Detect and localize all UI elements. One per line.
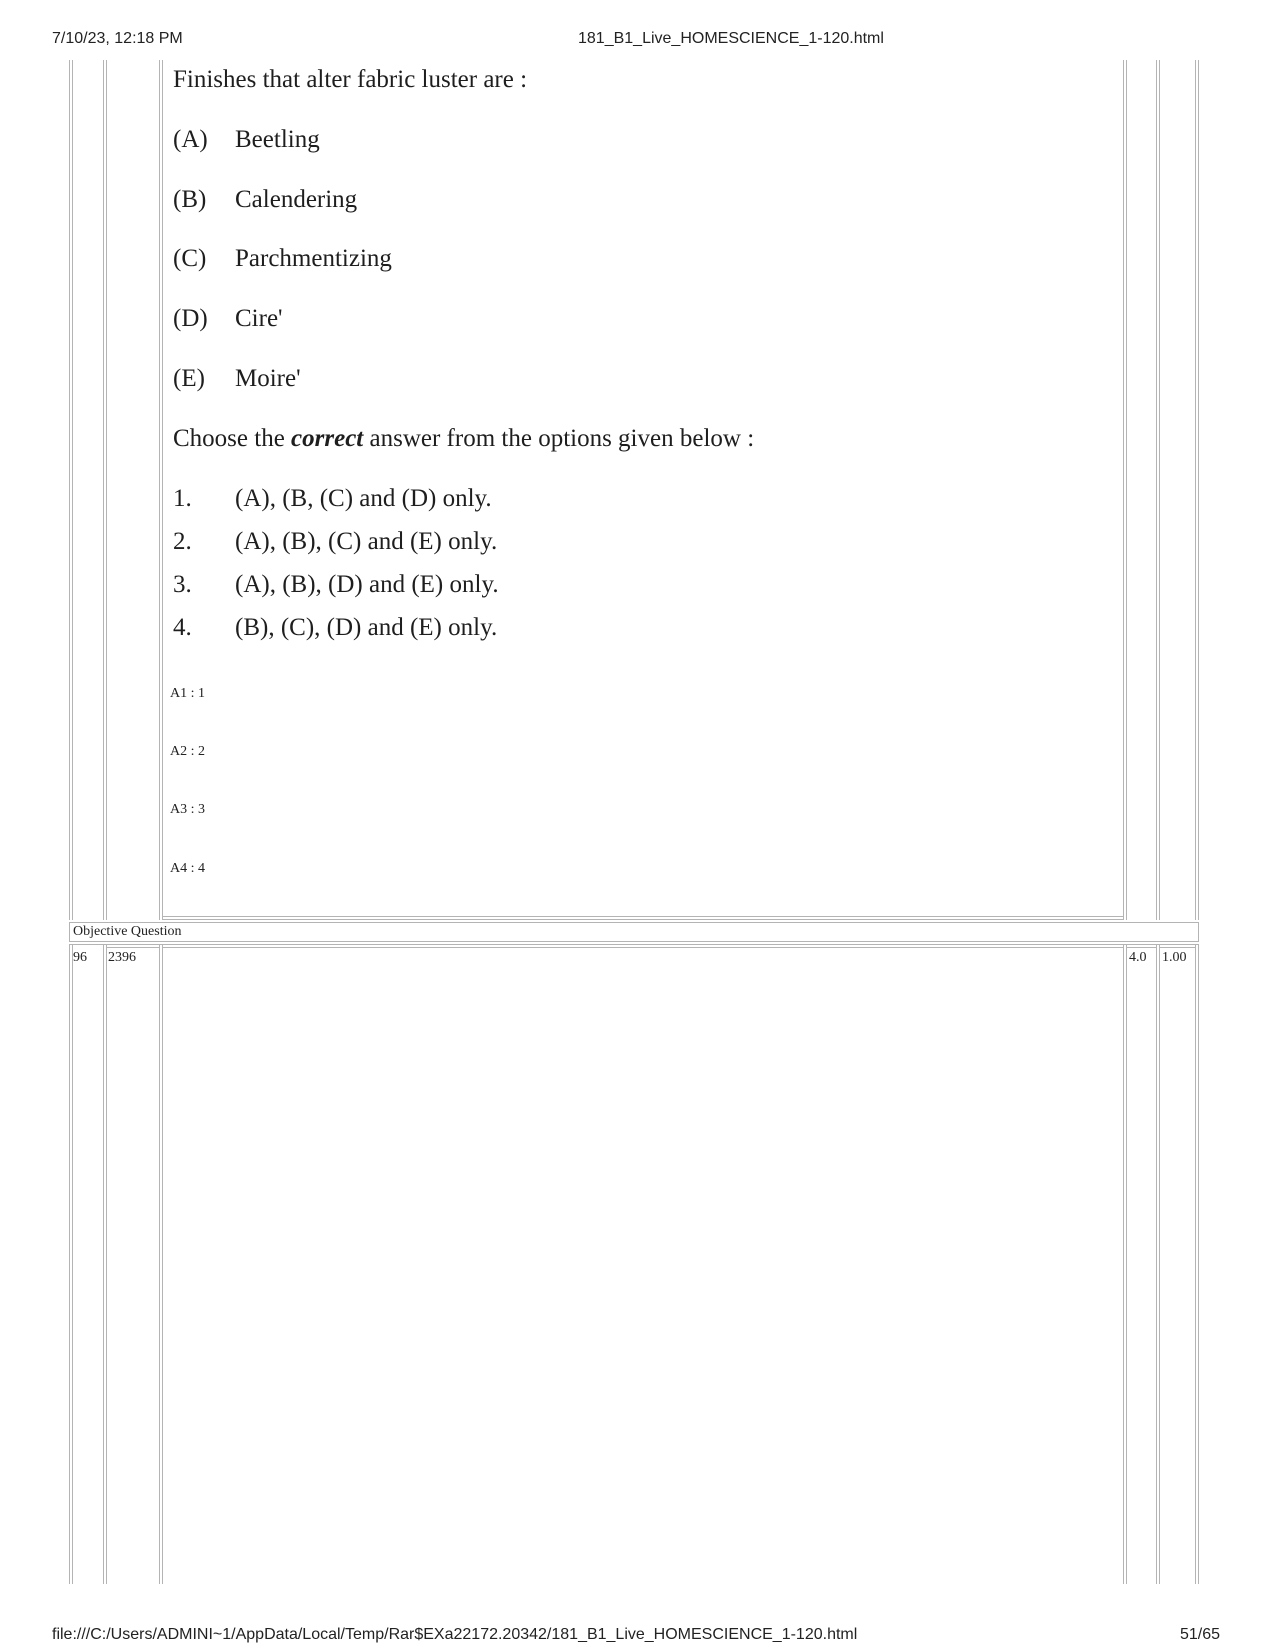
answer-text: (A), (B), (C) and (E) only.: [235, 528, 498, 555]
answer-text: (A), (B), (D) and (E) only.: [235, 571, 499, 598]
answer-number: 1.: [173, 485, 192, 512]
option-text: Calendering: [235, 186, 358, 213]
print-file-path: file:///C:/Users/ADMINI~1/AppData/Local/Temp/Rar$EXa22172.20342/181_B1_Live_HOMESCIENCE_1-120.html: [52, 1626, 858, 1643]
choose-emphasis: correct: [291, 425, 364, 452]
answer-text: (A), (B, (C) and (D) only.: [235, 485, 492, 512]
question-stem: Finishes that alter fabric luster are :: [173, 66, 528, 93]
option-text: Parchmentizing: [235, 245, 392, 272]
answer-key: A4 : 4: [170, 861, 205, 876]
answer-number: 3.: [173, 571, 192, 598]
option-key: (D): [173, 305, 208, 332]
question-id: 2396: [108, 950, 136, 965]
option-text: Cire': [235, 305, 283, 332]
choose-prefix: Choose the: [173, 425, 292, 452]
answer-text: (B), (C), (D) and (E) only.: [235, 614, 498, 641]
answer-number: 4.: [173, 614, 192, 641]
choose-instruction: [173, 425, 754, 453]
option-key: (C): [173, 245, 207, 272]
answer-number: 2.: [173, 528, 192, 555]
option-text: Moire': [235, 365, 301, 392]
option-key: (E): [173, 365, 205, 392]
section-label: Objective Question: [73, 924, 182, 939]
question-marks: 4.0: [1129, 950, 1147, 965]
answer-key: A1 : 1: [170, 686, 205, 701]
option-text: Beetling: [235, 126, 320, 153]
print-title: 181_B1_Live_HOMESCIENCE_1-120.html: [578, 30, 884, 47]
print-datetime: 7/10/23, 12:18 PM: [52, 30, 183, 47]
option-key: (B): [173, 186, 207, 213]
page-number: 51/65: [1180, 1626, 1221, 1643]
option-key: (A): [173, 126, 208, 153]
answer-key: A2 : 2: [170, 744, 205, 759]
question-negative-marks: 1.00: [1162, 950, 1187, 965]
answer-key: A3 : 3: [170, 802, 205, 817]
question-serial: 96: [73, 950, 87, 965]
choose-suffix: answer from the options given below :: [363, 425, 755, 452]
